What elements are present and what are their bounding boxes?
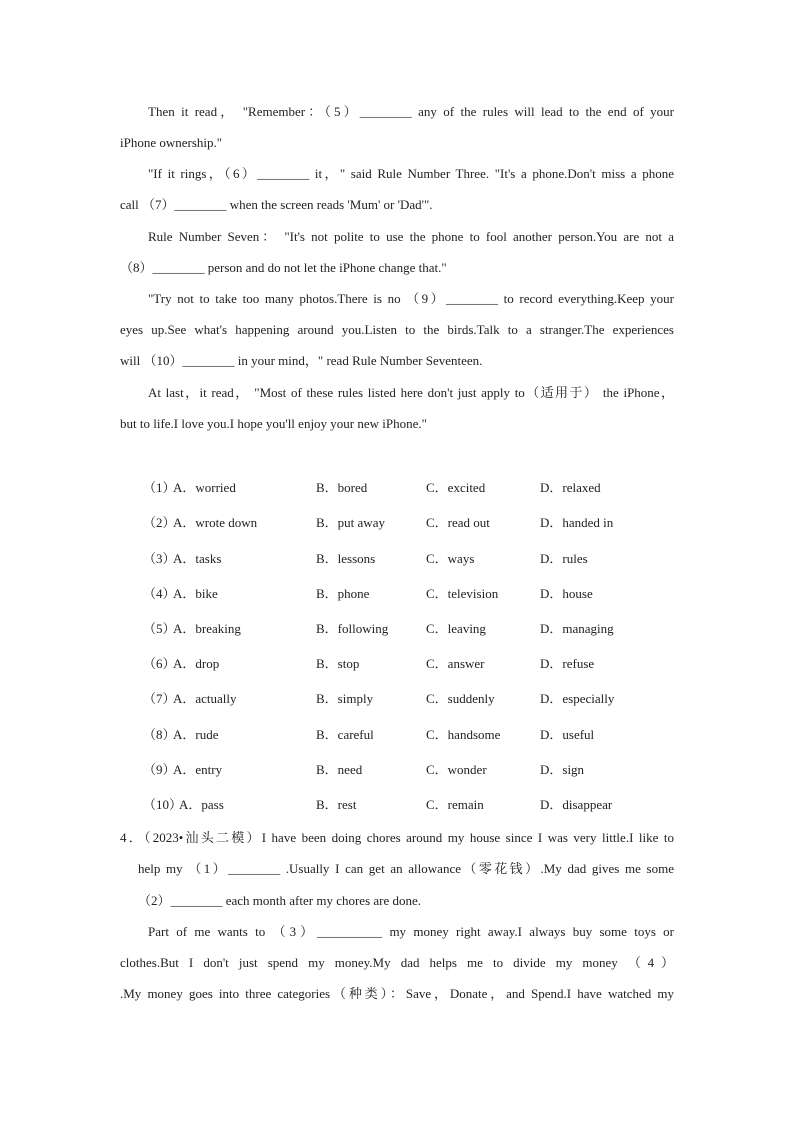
option-num: （4） <box>143 586 176 601</box>
passage-line-8: eyes up.See what's happening around you.Listen to the birds.Talk to a stranger.The experiences <box>120 322 674 337</box>
passage-line-6: （8）________ person and do not let the iPhone change that." <box>120 260 447 275</box>
option-d: D．managing <box>540 621 614 636</box>
option-a: A．worried <box>173 480 236 495</box>
passage-line-5: Rule Number Seven： "It's not polite to use the phone to fool another person.You are not a <box>148 229 674 244</box>
option-d: D．rules <box>540 551 588 566</box>
option-b: B．lessons <box>316 551 376 566</box>
option-a: A．entry <box>173 762 223 777</box>
option-num: （6） <box>143 656 176 671</box>
passage-line-7: "Try not to take too many photos.There is no （9）________ to record everything.Keep your <box>148 291 674 306</box>
option-c: C．leaving <box>426 621 486 636</box>
option-c: C．handsome <box>426 727 501 742</box>
option-b: B．careful <box>316 727 374 742</box>
option-c: C．remain <box>426 797 484 812</box>
option-b: B．need <box>316 762 363 777</box>
option-c: C．television <box>426 586 499 601</box>
option-num: （7） <box>143 691 176 706</box>
option-a: A．pass <box>179 797 224 812</box>
option-c: C．wonder <box>426 762 487 777</box>
option-num: （9） <box>143 762 176 777</box>
option-b: B．stop <box>316 656 360 671</box>
q4-line-5: clothes.But I don't just spend my money.My dad helps me to divide my money （4） <box>120 955 674 970</box>
option-a: A．bike <box>173 586 218 601</box>
option-d: D．disappear <box>540 797 613 812</box>
option-num: （8） <box>143 727 176 742</box>
option-b: B．rest <box>316 797 357 812</box>
q4-line-3: （2）________ each month after my chores are done. <box>138 893 422 908</box>
option-b: B．simply <box>316 691 374 706</box>
passage-line-3: "If it rings，（6）________ it，" said Rule Number Three. "It's a phone.Don't miss a phone <box>148 166 674 181</box>
passage-line-4: call （7）________ when the screen reads 'Mum' or 'Dad'". <box>120 197 433 212</box>
option-num: （1） <box>143 480 176 495</box>
option-a: A．actually <box>173 691 237 706</box>
option-a: A．breaking <box>173 621 241 636</box>
option-num: （3） <box>143 551 176 566</box>
option-d: D．refuse <box>540 656 595 671</box>
option-b: B．bored <box>316 480 368 495</box>
option-a: A．rude <box>173 727 219 742</box>
q4-line-2: help my （1）________ .Usually I can get an allowance（零花钱）.My dad gives me some <box>138 861 674 876</box>
option-a: A．tasks <box>173 551 222 566</box>
passage-line-1: Then it read， "Remember：（5）________ any of the rules will lead to the end of your <box>148 104 674 119</box>
option-d: D．handed in <box>540 515 614 530</box>
q4-line-6: .My money goes into three categories（种类）：Save，Donate，and Spend.I have watched my <box>120 986 674 1001</box>
option-d: D．relaxed <box>540 480 601 495</box>
option-c: C．answer <box>426 656 485 671</box>
option-num: （5） <box>143 621 176 636</box>
option-b: B．phone <box>316 586 370 601</box>
option-c: C．suddenly <box>426 691 495 706</box>
passage-line-2: iPhone ownership." <box>120 135 223 150</box>
option-num: （10） <box>143 797 183 812</box>
option-c: C．read out <box>426 515 490 530</box>
option-num: （2） <box>143 515 176 530</box>
option-b: B．following <box>316 621 389 636</box>
passage-line-11: but to life.I love you.I hope you'll enjoy your new iPhone." <box>120 416 427 431</box>
passage-line-9: will （10）________ in your mind，" read Rule Number Seventeen. <box>120 353 483 368</box>
option-c: C．excited <box>426 480 486 495</box>
option-b: B．put away <box>316 515 385 530</box>
option-a: A．drop <box>173 656 220 671</box>
q4-line-1: 4．（2023•汕头二模）I have been doing chores around my house since I was very little.I like to <box>120 830 674 845</box>
option-d: D．useful <box>540 727 595 742</box>
option-c: C．ways <box>426 551 475 566</box>
option-a: A．wrote down <box>173 515 258 530</box>
q4-line-4: Part of me wants to （3）__________ my money right away.I always buy some toys or <box>148 924 674 939</box>
option-d: D．sign <box>540 762 585 777</box>
option-d: D．especially <box>540 691 615 706</box>
passage-line-10: At last，it read， "Most of these rules listed here don't just apply to（适用于） the iPhone， <box>148 385 674 400</box>
option-d: D．house <box>540 586 593 601</box>
